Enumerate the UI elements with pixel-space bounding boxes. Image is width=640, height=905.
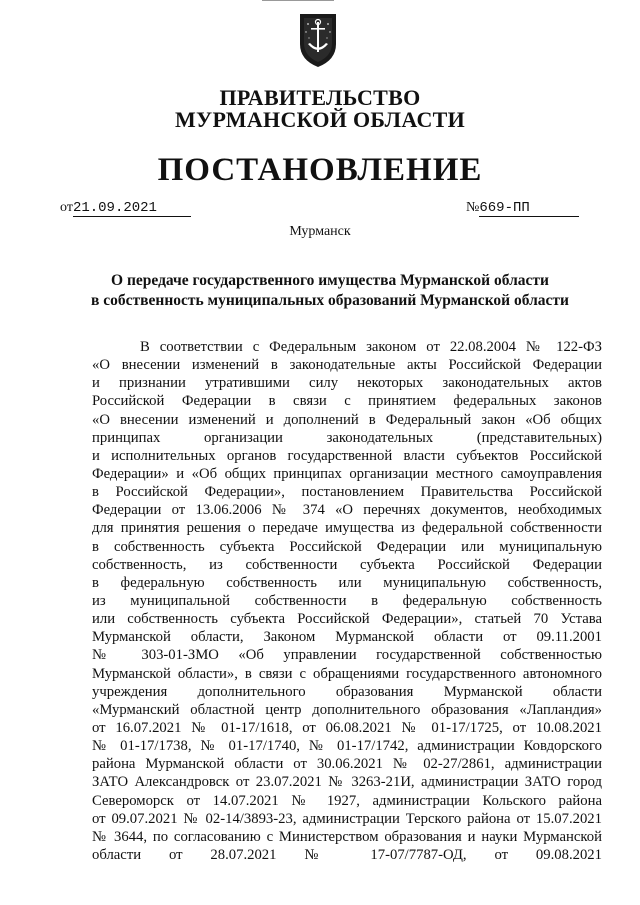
number-value: 669-ПП [479, 200, 530, 216]
document-number [466, 200, 579, 217]
body-line: учреждения дополнительного образования Мурманской области [92, 683, 602, 700]
page-top-mark [262, 0, 334, 5]
government-name-line-2: МУРМАНСКОЙ ОБЛАСТИ [174, 107, 466, 132]
body-line: «О внесении изменений и дополнений в Федеральный закон «Об общих [92, 411, 602, 428]
body-line: в собственность субъекта Российской Федерации или муниципальную [92, 538, 602, 555]
body-line: № 303-01-ЗМО «Об управлении государственной собственностью [92, 647, 602, 664]
body-line: и признании утратившими силу некоторых законодательных актов [92, 375, 602, 392]
body-line: Мурманской области», в связи с обращениями государственного автономного [92, 665, 602, 682]
body-line: ЗАТО Александровск от 23.07.2021 № 3263-21И, администрации ЗАТО город [92, 774, 602, 791]
body-line: Североморск от 14.07.2021 № 1927, администрации Кольского района [92, 792, 602, 809]
body-line: Мурманской области, Законом Мурманской области от 09.11.2001 [92, 629, 602, 646]
body-line: В соответствии с Федеральным законом от 22.08.2004 № 122-ФЗ [140, 339, 602, 355]
body-line: из муниципальной собственности в федеральную собственность [92, 592, 602, 609]
city-name: Мурманск [289, 224, 351, 239]
body-line: для принятия решения о передаче имущества из федеральной собственности [92, 520, 602, 537]
number-prefix: № [466, 200, 480, 215]
body-line: «О внесении изменений в законодательные акты Российской Федерации [92, 357, 602, 374]
document-subject [60, 271, 600, 311]
body-line: № 3644, по согласованию с Министерством образования и науки Мурманской [92, 828, 602, 845]
document-body [92, 338, 602, 864]
body-line: собственность, из собственности субъекта Российской Федерации [92, 556, 602, 573]
body-line: «Мурманский областной центр дополнительного образования «Лапландия» [92, 701, 602, 718]
body-line: и исполнительных органов государственной власти субъектов Российской [92, 447, 602, 464]
subject-line-2: в собственность муниципальных образований Мурманской области [91, 292, 569, 309]
body-line: от 16.07.2021 № 01-17/1618, от 06.08.2021 № 01-17/1725, от 10.08.2021 [92, 719, 602, 736]
body-line: в Российской Федерации», постановлением Правительства Российской [92, 484, 602, 501]
body-line: или собственность субъекта Российской Федерации», статьей 70 Устава [92, 611, 602, 628]
body-line: от 09.07.2021 № 02-14/3893-23, администрации Терского района от 15.07.2021 [92, 810, 602, 827]
body-line: района Мурманской области от 30.06.2021 № 02-27/2861, администрации [92, 756, 602, 773]
document-date [60, 200, 191, 217]
body-line: области от 28.07.2021 № 17-07/7787-ОД, от 09.08.2021 [92, 846, 602, 863]
body-line: принципах организации законодательных (представительных) [92, 429, 602, 446]
government-name-line-1: ПРАВИТЕЛЬСТВО [219, 85, 421, 110]
subject-line-1: О передаче государственного имущества Мурманской области [111, 272, 549, 289]
body-line: № 01-17/1738, № 01-17/1740, № 01-17/1742, администрации Ковдорского [92, 738, 602, 755]
coat-of-arms-icon [296, 10, 340, 70]
body-line: Российской Федерации в связи с принятием федеральных законов [92, 393, 602, 410]
date-value: 21.09.2021 [72, 200, 157, 216]
document-type-title: ПОСТАНОВЛЕНИЕ [157, 152, 483, 188]
date-prefix: от [60, 200, 73, 215]
body-line: Федерации» и «Об общих принципах организации местного самоуправления [92, 465, 602, 482]
body-line: в федеральную собственность или муниципальную собственность, [92, 574, 602, 591]
body-line: Федерации от 13.06.2006 № 374 «О перечнях документов, необходимых [92, 502, 602, 519]
